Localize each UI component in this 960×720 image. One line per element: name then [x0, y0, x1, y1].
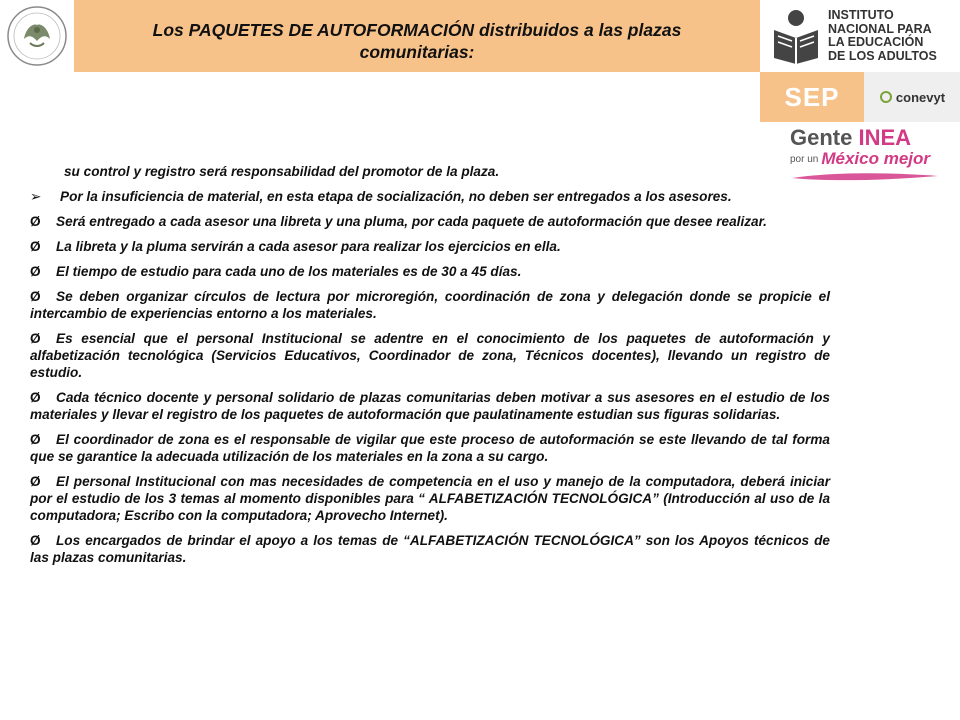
- bullet-icon: Ø: [30, 289, 41, 304]
- conevyt-swirl-icon: [879, 90, 893, 104]
- bullet-icon: Ø: [30, 390, 41, 405]
- inea-line-3: LA EDUCACIÓN: [828, 35, 924, 49]
- reader-figure-icon: [770, 8, 822, 64]
- bullet-icon: Ø: [30, 331, 41, 346]
- mexican-seal-logo: [0, 0, 74, 72]
- list-item-text: La libreta y la pluma servirán a cada asesor para realizar los ejercicios en ella.: [56, 239, 561, 254]
- tagline-prefix: por un: [790, 154, 819, 165]
- list-item: [30, 389, 830, 423]
- inea-word: INEA: [858, 125, 912, 150]
- bullet-icon: Ø: [30, 264, 41, 279]
- document-body: [30, 163, 830, 574]
- list-item: [30, 431, 830, 465]
- list-item-text: El tiempo de estudio para cada uno de los materiales es de 30 a 45 días.: [56, 264, 522, 279]
- list-item: [30, 188, 830, 205]
- list-item: [30, 288, 830, 322]
- list-item-text: El coordinador de zona es el responsable de vigilar que este proceso de autoformación se este llevando de tal forma que se garantice la adecuada utilización de los materiales en la zona a su cargo.: [30, 432, 830, 464]
- page-title: Los PAQUETES DE AUTOFORMACIÓN distribuidos a las plazas comunitarias:: [152, 20, 682, 62]
- sep-wordmark: SEP: [784, 81, 840, 112]
- tagline-main: México mejor: [821, 149, 931, 168]
- list-item-text: Se deben organizar círculos de lectura por microregión, coordinación de zona y delegación donde se propicie el intercambio de experiencias entorno a los materiales.: [30, 289, 830, 321]
- header-band: [74, 0, 760, 72]
- inea-wordmark: [828, 9, 937, 63]
- gente-word: Gente: [790, 125, 853, 150]
- list-item-text: Cada técnico docente y personal solidario de plazas comunitarias deben motivar a sus asesores en el estudio de los materiales y llevar el registro de los paquetes de autoformación que paulatinamente estudian sus figuras solidarias.: [30, 390, 830, 422]
- eagle-seal-icon: [6, 5, 68, 67]
- arrow-bullet-icon: ➢: [30, 189, 42, 204]
- inea-line-2: NACIONAL PARA: [828, 21, 932, 36]
- bullet-icon: Ø: [30, 432, 41, 447]
- bullet-icon: Ø: [30, 214, 41, 229]
- bullet-icon: Ø: [30, 533, 41, 548]
- list-item-text: Es esencial que el personal Institucional se adentre en el conocimiento de los paquetes de autoformación y alfabetización tecnológica (Servicios Educativos, Coordinador de zona, Técnicos docentes), llevando un registro de estudio.: [30, 331, 830, 380]
- conevyt-logo: [864, 72, 960, 122]
- list-item: [30, 473, 830, 524]
- list-item-text: Los encargados de brindar el apoyo a los temas de “ALFABETIZACIÓN TECNOLÓGICA” son los Apoyos técnicos de las plazas comunitarias.: [30, 533, 830, 565]
- sep-conevyt-row: [760, 72, 960, 122]
- list-item-text: El personal Institucional con mas necesidades de competencia en el uso y manejo de la computadora, deberá iniciar por el estudio de los 3 temas al momento disponibles para “ ALFABETIZACIÓN TECNOLÓGICA” (Introducción al uso de la computadora; Escribo con la computadora; Aprovecho Internet).: [30, 474, 830, 523]
- list-item: [30, 330, 830, 381]
- list-item-text: Será entregado a cada asesor una libreta y una pluma, por cada paquete de autoformación que desee realizar.: [56, 214, 767, 229]
- inea-line-4: DE LOS ADULTOS: [828, 48, 937, 63]
- inea-line-1: INSTITUTO: [828, 8, 894, 22]
- gente-inea-wordmark: [790, 126, 950, 150]
- list-item: [30, 238, 830, 255]
- list-item: [30, 263, 830, 280]
- bullet-icon: Ø: [30, 474, 41, 489]
- list-item: [30, 213, 830, 230]
- intro-line: su control y registro será responsabilidad del promotor de la plaza.: [64, 164, 500, 179]
- sep-logo: [760, 72, 864, 122]
- conevyt-wordmark: conevyt: [895, 89, 946, 105]
- bullet-icon: Ø: [30, 239, 41, 254]
- inea-logo: [770, 2, 958, 70]
- list-item: [30, 532, 830, 566]
- list-item-text: Por la insuficiencia de material, en esta etapa de socialización, no deben ser entregados a los asesores.: [60, 189, 732, 204]
